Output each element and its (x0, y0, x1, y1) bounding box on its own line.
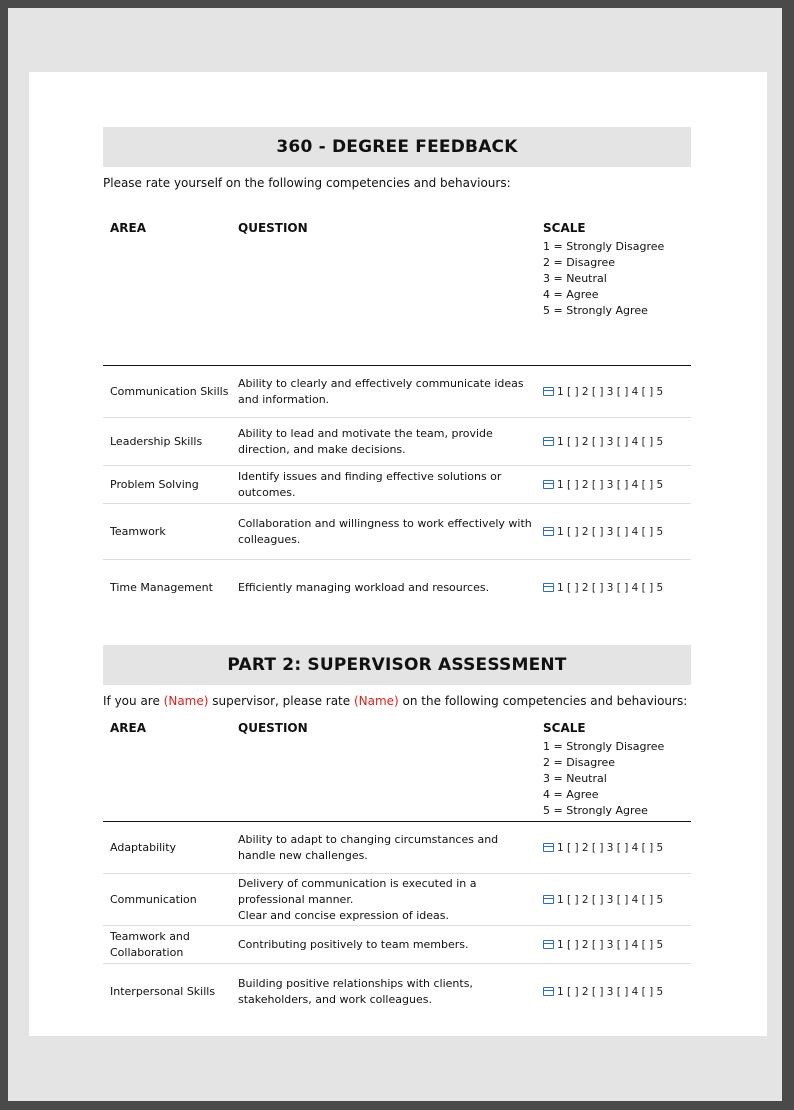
part2-column-header (103, 721, 691, 822)
checkbox-icon[interactable] (543, 940, 554, 949)
legend-item: 1 = Strongly Disagree (543, 740, 665, 753)
part2-intro (103, 693, 691, 709)
table-row (103, 366, 691, 418)
scale-options[interactable]: 1 [ ] 2 [ ] 3 [ ] 4 [ ] 5 (557, 525, 664, 538)
rating-scale[interactable] (543, 524, 663, 540)
area-cell: Communication (110, 892, 197, 906)
legend-item: 2 = Disagree (543, 256, 616, 269)
rating-scale[interactable] (543, 384, 663, 400)
part1-intro: Please rate yourself on the following competencies and behaviours: (103, 176, 511, 190)
question-cell: Identify issues and finding effective solutions or outcomes. (238, 469, 502, 499)
checkbox-icon[interactable] (543, 480, 554, 489)
checkbox-icon[interactable] (543, 843, 554, 852)
scale-options[interactable]: 1 [ ] 2 [ ] 3 [ ] 4 [ ] 5 (557, 938, 664, 951)
checkbox-icon[interactable] (543, 437, 554, 446)
question-cell: Collaboration and willingness to work effectively with colleagues. (238, 516, 532, 546)
table-row (103, 560, 691, 615)
table-row (103, 964, 691, 1019)
area-cell: Interpersonal Skills (110, 984, 216, 998)
table-row (103, 466, 691, 504)
table-row (103, 822, 691, 874)
section-title-360: 360 - DEGREE FEEDBACK (103, 127, 691, 167)
area-cell: Communication Skills (110, 384, 229, 398)
rating-scale[interactable] (543, 477, 663, 493)
question-cell: Contributing positively to team members. (238, 937, 469, 951)
legend-item: 1 = Strongly Disagree (543, 240, 665, 253)
area-cell: Leadership Skills (110, 434, 203, 448)
rating-scale[interactable] (543, 937, 663, 953)
area-cell: Teamwork and Collaboration (110, 929, 190, 959)
checkbox-icon[interactable] (543, 987, 554, 996)
area-header: AREA (110, 221, 147, 235)
scale-options[interactable]: 1 [ ] 2 [ ] 3 [ ] 4 [ ] 5 (557, 985, 664, 998)
scale-options[interactable]: 1 [ ] 2 [ ] 3 [ ] 4 [ ] 5 (557, 478, 664, 491)
table-row (103, 418, 691, 466)
scale-header: SCALE (543, 721, 586, 735)
rating-scale[interactable] (543, 892, 663, 908)
legend-item: 3 = Neutral (543, 272, 607, 285)
name-placeholder: (Name) (163, 694, 209, 708)
section-title-supervisor: PART 2: SUPERVISOR ASSESSMENT (103, 645, 691, 685)
rating-scale[interactable] (543, 840, 663, 856)
question-cell: Delivery of communication is executed in a professional manner. Clear and concise expression of ideas. (238, 876, 477, 922)
intro-text: If you are (103, 694, 164, 708)
area-cell: Time Management (110, 580, 213, 594)
document-viewer-frame (8, 8, 782, 1101)
name-placeholder: (Name) (353, 694, 399, 708)
table-row (103, 504, 691, 560)
question-cell: Efficiently managing workload and resources. (238, 580, 490, 594)
scale-header: SCALE (543, 221, 586, 235)
intro-text: on the following competencies and behaviours: (398, 694, 688, 708)
question-cell: Ability to lead and motivate the team, provide direction, and make decisions. (238, 426, 493, 456)
scale-options[interactable]: 1 [ ] 2 [ ] 3 [ ] 4 [ ] 5 (557, 435, 664, 448)
table-row (103, 874, 691, 926)
table-row (103, 926, 691, 964)
question-header: QUESTION (238, 221, 308, 235)
document-page (29, 72, 767, 1036)
part1-column-header (103, 221, 691, 366)
page-content (103, 127, 691, 1019)
question-header: QUESTION (238, 721, 308, 735)
question-cell: Building positive relationships with clients, stakeholders, and work colleagues. (238, 976, 473, 1006)
rating-scale[interactable] (543, 984, 663, 1000)
area-cell: Teamwork (110, 524, 166, 538)
rating-scale[interactable] (543, 580, 663, 596)
scale-legend (543, 739, 664, 819)
checkbox-icon[interactable] (543, 387, 554, 396)
legend-item: 2 = Disagree (543, 756, 616, 769)
area-cell: Problem Solving (110, 477, 199, 491)
question-cell: Ability to clearly and effectively communicate ideas and information. (238, 376, 524, 406)
legend-item: 4 = Agree (543, 288, 599, 301)
legend-item: 3 = Neutral (543, 772, 607, 785)
area-cell: Adaptability (110, 840, 177, 854)
legend-item: 5 = Strongly Agree (543, 304, 648, 317)
area-header: AREA (110, 721, 147, 735)
scale-options[interactable]: 1 [ ] 2 [ ] 3 [ ] 4 [ ] 5 (557, 581, 664, 594)
scale-options[interactable]: 1 [ ] 2 [ ] 3 [ ] 4 [ ] 5 (557, 385, 664, 398)
checkbox-icon[interactable] (543, 895, 554, 904)
checkbox-icon[interactable] (543, 527, 554, 536)
intro-text: supervisor, please rate (208, 694, 354, 708)
scale-options[interactable]: 1 [ ] 2 [ ] 3 [ ] 4 [ ] 5 (557, 893, 664, 906)
question-cell: Ability to adapt to changing circumstances and handle new challenges. (238, 832, 499, 862)
legend-item: 5 = Strongly Agree (543, 804, 648, 817)
checkbox-icon[interactable] (543, 583, 554, 592)
scale-options[interactable]: 1 [ ] 2 [ ] 3 [ ] 4 [ ] 5 (557, 841, 664, 854)
rating-scale[interactable] (543, 434, 663, 450)
legend-item: 4 = Agree (543, 788, 599, 801)
scale-legend (543, 239, 664, 319)
